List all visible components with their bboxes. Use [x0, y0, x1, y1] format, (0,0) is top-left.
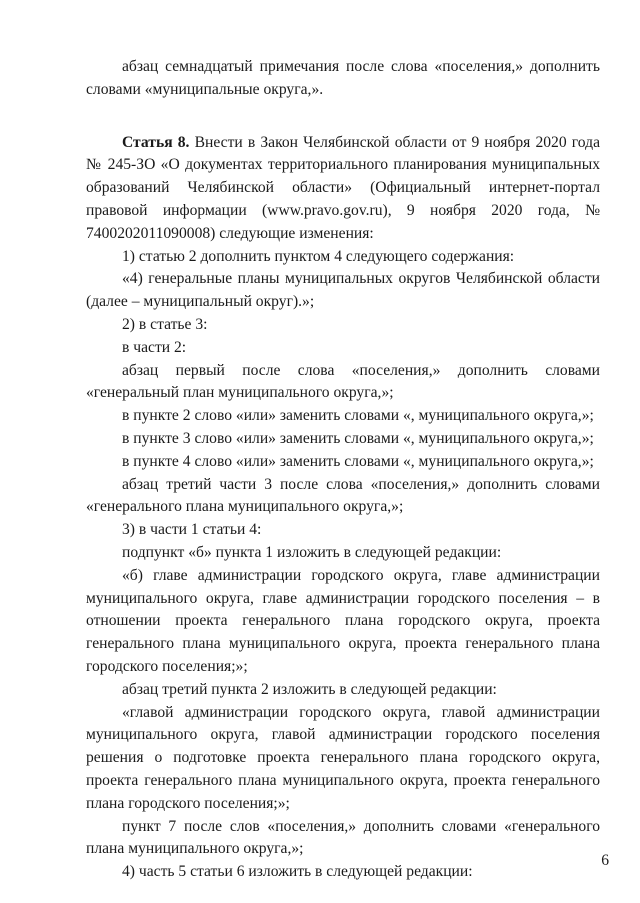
paragraph: «4) генеральные планы муниципальных округов Челябинской области (далее – муниципальный округ).»;	[86, 270, 600, 311]
paragraph: в части 2:	[122, 338, 187, 356]
article-label: Статья 8.	[122, 133, 190, 151]
paragraph: в пункте 2 слово «или» заменить словами «, муниципального округа,»;	[122, 407, 594, 425]
article-intro: Внести в Закон Челябинской области от 9 ноября 2020 года № 245-ЗО «О документах территориального планирования муниципальных образований Челябинской области» (Официальный интернет-портал правовой информации (www.pravo.gov.ru), 9 ноября 2020 года, № 7400202011090008) следующие изменения:	[86, 133, 600, 242]
paragraph: подпункт «б» пункта 1 изложить в следующей редакции:	[122, 543, 502, 561]
page-number: 6	[601, 852, 609, 869]
paragraph: 3) в части 1 статьи 4:	[122, 521, 262, 539]
paragraph: в пункте 4 слово «или» заменить словами «, муниципального округа,»;	[122, 452, 594, 470]
paragraph: пункт 7 после слов «поселения,» дополнить словами «генерального плана муниципального округа,»;	[86, 817, 600, 858]
paragraph: «б) главе администрации городского округа, главе администрации муниципального округа, главе администрации городского поселения – в отношении проекта генерального плана городского округа, проекта генерального плана муниципального округа, проекта генерального плана городского поселения;»;	[86, 566, 600, 675]
paragraph-gap	[86, 102, 600, 132]
paragraph: абзац первый после слова «поселения,» дополнить словами «генеральный план муниципального округа,»;	[86, 361, 600, 402]
paragraph: 2) в статье 3:	[122, 315, 208, 333]
paragraph: в пункте 3 слово «или» заменить словами «, муниципального округа,»;	[122, 429, 594, 447]
document-body	[86, 56, 600, 884]
paragraph: 1) статью 2 дополнить пунктом 4 следующего содержания:	[122, 247, 515, 265]
paragraph: абзац третий пункта 2 изложить в следующей редакции:	[122, 680, 497, 698]
paragraph: абзац третий части 3 после слова «поселения,» дополнить словами «генерального плана муниципального округа,»;	[86, 475, 600, 516]
paragraph-top: абзац семнадцатый примечания после слова «поселения,» дополнить словами «муниципальные округа,».	[86, 58, 600, 98]
paragraph: «главой администрации городского округа, главой администрации муниципального округа, главой администрации городского поселения решения о подготовке проекта генерального плана городского округа, проекта генерального плана муниципального округа, проекта генерального плана городского поселения;»;	[86, 703, 600, 812]
article-8-paragraph	[86, 132, 600, 246]
paragraph: 4) часть 5 статьи 6 изложить в следующей редакции:	[122, 863, 473, 881]
